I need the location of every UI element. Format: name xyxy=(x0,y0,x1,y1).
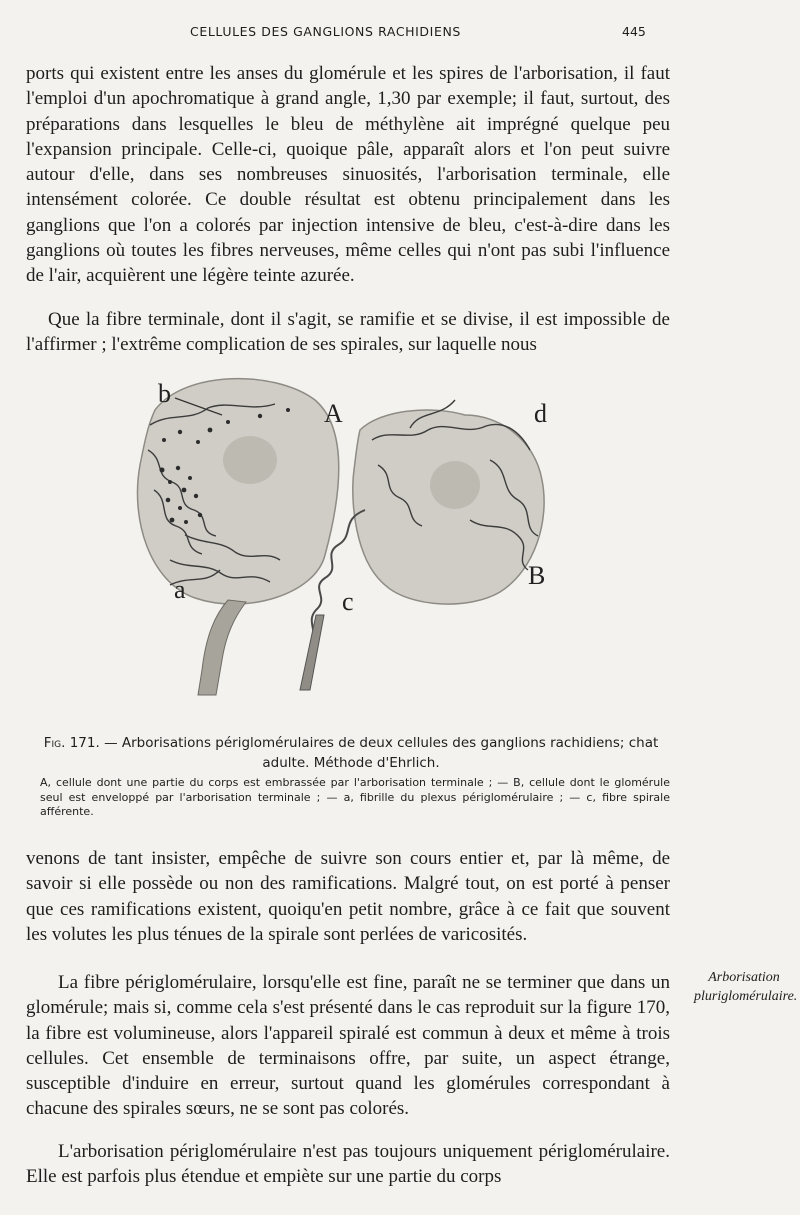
figure-label-d: d xyxy=(534,399,547,428)
page-header xyxy=(0,22,800,44)
figure-illustration xyxy=(110,370,590,710)
figure-label-B: B xyxy=(528,561,546,590)
body-paragraph-1: ports qui existent entre les anses du glomérule et les spires de l'arborisation, il faut l'emploi d'un apochromatique à grand angle, 1,30 par exemple; il faut, surtout, des préparations dans lesquelles le bleu de méthylène ait imprégné quelque peu l'expansion principale. Celle-ci, quoique pâle, apparaît alors et l'on peut suivre autour d'elle, dans ses nombreuses sinuosités, l'arborisation terminale, elle intensément colorée. Ce double résultat est obtenu principalement dans les ganglions que l'on a colorés par injection intensive de bleu, c'est-à-dire dans les ganglions où toutes les fibres nerveuses, même celles qui n'ont pas subi l'influence de l'air, acquièrent une légère teinte azurée. xyxy=(26,63,670,287)
figure-label-b: b xyxy=(158,379,171,408)
figure-label-a: a xyxy=(174,575,186,604)
cell-a-body xyxy=(137,379,338,604)
cell-a-nucleus xyxy=(223,436,277,484)
figure-label-A: A xyxy=(324,399,343,428)
margin-note: Arborisation pluriglomérulaire. xyxy=(694,970,798,1004)
body-paragraph-5: L'arborisation périglomérulaire n'est pas toujours uniquement périglomérulaire. Elle est parfois plus étendue et empiète sur une partie du corps xyxy=(26,1141,670,1188)
figure-number: Fig. 171. xyxy=(43,735,100,751)
figure-caption xyxy=(30,733,672,773)
page-number: 445 xyxy=(622,24,646,39)
body-paragraph-2: Que la fibre terminale, dont il s'agit, se ramifie et se divise, il est impossible de l'affirmer ; l'extrême complication de ses spirales, sur laquelle nous xyxy=(26,309,670,356)
cell-a-axon xyxy=(198,600,246,695)
body-paragraph-4: La fibre périglomérulaire, lorsqu'elle est fine, paraît ne se terminer que dans un glomérule; mais si, comme cela s'est présenté dans le cas reproduit sur la figure 170, la fibre est volumineuse, alors l'appareil spiralé est commun à deux et même à trois cellules. Cet ensemble de terminaisons offre, par suite, un aspect étrange, susceptible d'induire en erreur, surtout quand les glomérules correspondant à chacune des spirales sœurs, ne se sont pas colorés. xyxy=(26,972,670,1120)
cell-b-nucleus xyxy=(430,461,480,509)
figure-title: — Arborisations périglomérulaires de deux cellules des ganglions rachidiens; chat adulte. Méthode d'Ehrlich. xyxy=(104,735,659,771)
figure-171 xyxy=(110,370,590,710)
figure-label-c: c xyxy=(342,587,354,616)
running-title: CELLULES DES GANGLIONS RACHIDIENS xyxy=(190,24,461,39)
figure-legend: A, cellule dont une partie du corps est embrassée par l'arborisation terminale ; — B, cellule dont le glomérule seul est enveloppé par l'arborisation terminale ; — a, fibrille du plexus périglomérulaire ; — c, fibre spirale afférente. xyxy=(40,776,670,818)
body-paragraph-3: venons de tant insister, empêche de suivre son cours entier et, par là même, de savoir si elle possède ou non des ramifications. Malgré tout, on est porté à penser que ces ramifications existent, quoiqu'en petit nombre, grâce à ce fait que souvent les volutes les plus ténues de la spirale sont perlées de varicosités. xyxy=(26,848,670,945)
